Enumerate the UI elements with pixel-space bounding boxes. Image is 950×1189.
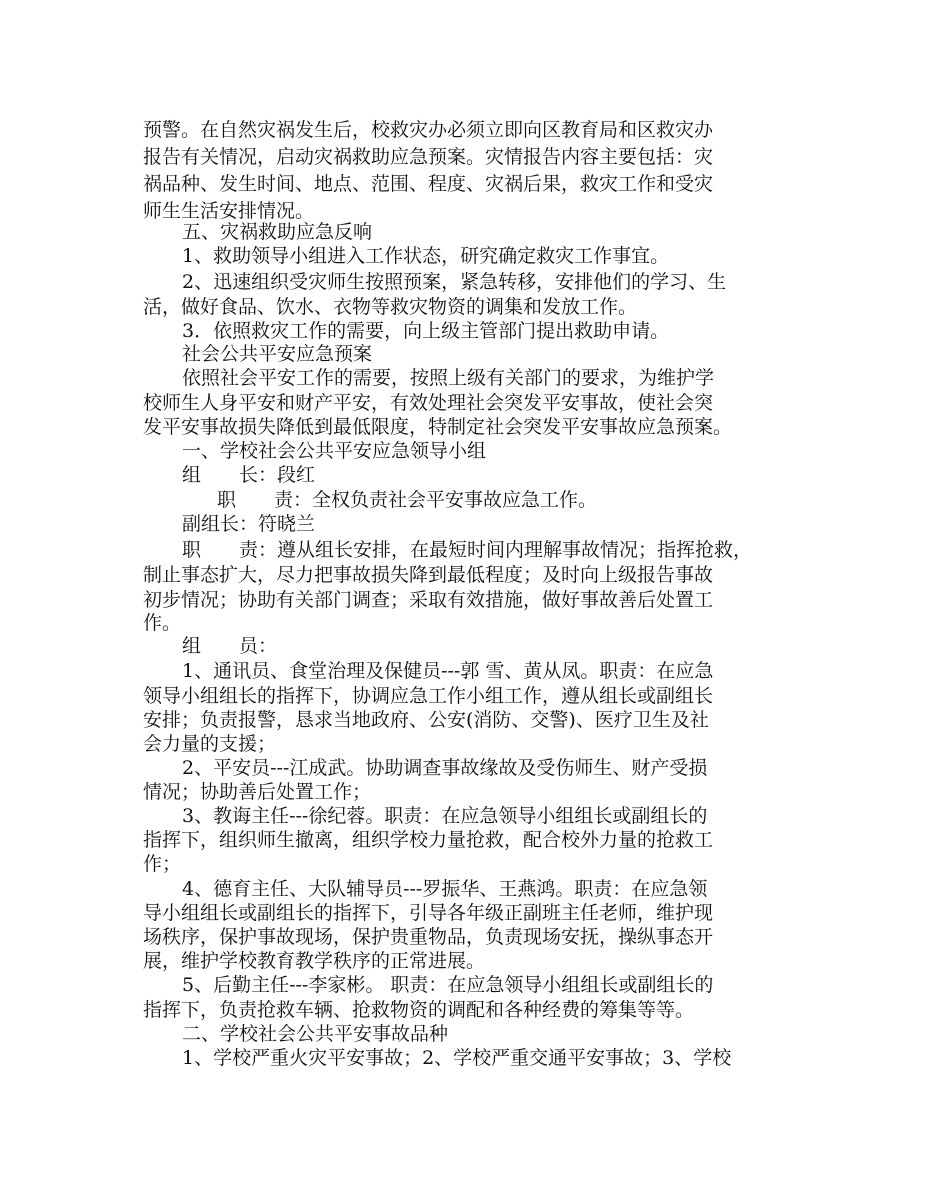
paragraph-line: 情况；协助善后处置工作； (143, 781, 372, 803)
paragraph-line: 导小组组长或副组长的指挥下，引导各年级正副班主任老师，维护现 (143, 902, 714, 924)
paragraph-line: 展，维护学校教育教学秩序的正常进展。 (143, 950, 486, 972)
paragraph-line: 3．依照救灾工作的需要，向上级主管部门提出救助申请。 (182, 320, 670, 342)
paragraph-line: 1、学校严重火灾平安事故；2、学校严重交通平安事故；3、学校 (182, 1047, 732, 1069)
paragraph-line: 活，做好食品、饮水、衣物等救灾物资的调集和发放工作。 (143, 296, 638, 318)
paragraph-line: 1、通讯员、食堂治理及保健员---郭 雪、黄从凤。职责：在应急 (182, 660, 714, 682)
paragraph-line: 职 责：遵从组长安排，在最短时间内理解事故情况；指挥抢救， (182, 539, 753, 561)
paragraph-line: 制止事态扩大，尽力把事故损失降到最低程度；及时向上级报告事故 (143, 564, 714, 586)
paragraph-line: 安排；负责报警，恳求当地政府、公安(消防、交警)、医疗卫生及社 (143, 709, 709, 731)
paragraph-line: 指挥下，组织师生撤离，组织学校力量抢救，配合校外力量的抢救工 (143, 829, 714, 851)
paragraph-line: 预警。在自然灾祸发生后，校救灾办必须立即向区教育局和区救灾办 (143, 119, 714, 141)
paragraph-line: 报告有关情况，启动灾祸救助应急预案。灾情报告内容主要包括：灾 (143, 146, 714, 168)
paragraph-line: 祸品种、发生时间、地点、范围、程度、灾祸后果，救灾工作和受灾 (143, 173, 714, 195)
section-heading: 社会公共平安应急预案 (182, 343, 373, 365)
paragraph-line: 2、平安员---江成武。协助调查事故缘故及受伤师生、财产受损 (182, 757, 708, 779)
paragraph-line: 初步情况；协助有关部门调查；采取有效措施，做好事故善后处置工 (143, 589, 714, 611)
paragraph-line: 3、教诲主任---徐纪蓉。职责：在应急领导小组组长或副组长的 (182, 805, 708, 827)
paragraph-line: 校师生人身平安和财产平安，有效处理社会突发平安事故，使社会突 (143, 392, 714, 414)
paragraph-line: 1、救助领导小组进入工作状态，研究确定救灾工作事宜。 (182, 245, 670, 267)
paragraph-line: 作； (143, 853, 182, 875)
paragraph-line: 会力量的支援； (143, 733, 277, 755)
section-heading: 一、学校社会公共平安应急领导小组 (182, 440, 487, 462)
paragraph-line: 师生生活安排情况。 (143, 200, 315, 222)
paragraph-line: 作。 (143, 612, 182, 634)
paragraph-line: 依照社会平安工作的需要，按照上级有关部门的要求，为维护学 (182, 367, 715, 389)
paragraph-line: 发平安事故损失降低到最低限度，特制定社会突发平安事故应急预案。 (143, 416, 733, 438)
paragraph-line: 职 责：全权负责社会平安事故应急工作。 (217, 489, 598, 511)
paragraph-line: 领导小组组长的指挥下，协调应急工作小组工作，遵从组长或副组长 (143, 685, 714, 707)
paragraph-line: 4、德育主任、大队辅导员---罗振华、王燕鸿。职责：在应急领 (182, 878, 708, 900)
paragraph-line: 场秩序，保护事故现场，保护贵重物品，负责现场安抚，操纵事态开 (143, 926, 714, 948)
paragraph-line: 副组长：符晓兰 (182, 513, 316, 535)
paragraph-line: 5、后勤主任---李家彬。 职责：在应急领导小组组长或副组长的 (182, 974, 714, 996)
paragraph-line: 组 员： (182, 635, 278, 657)
section-heading: 五、灾祸救助应急反响 (182, 221, 373, 243)
paragraph-line: 组 长：段红 (182, 464, 316, 486)
paragraph-line: 指挥下，负责抢救车辆、抢救物资的调配和各种经费的筹集等等。 (143, 999, 695, 1021)
section-heading: 二、学校社会公共平安事故品种 (182, 1023, 449, 1045)
paragraph-line: 2、迅速组织受灾师生按照预案，紧急转移，安排他们的学习、生 (182, 271, 727, 293)
